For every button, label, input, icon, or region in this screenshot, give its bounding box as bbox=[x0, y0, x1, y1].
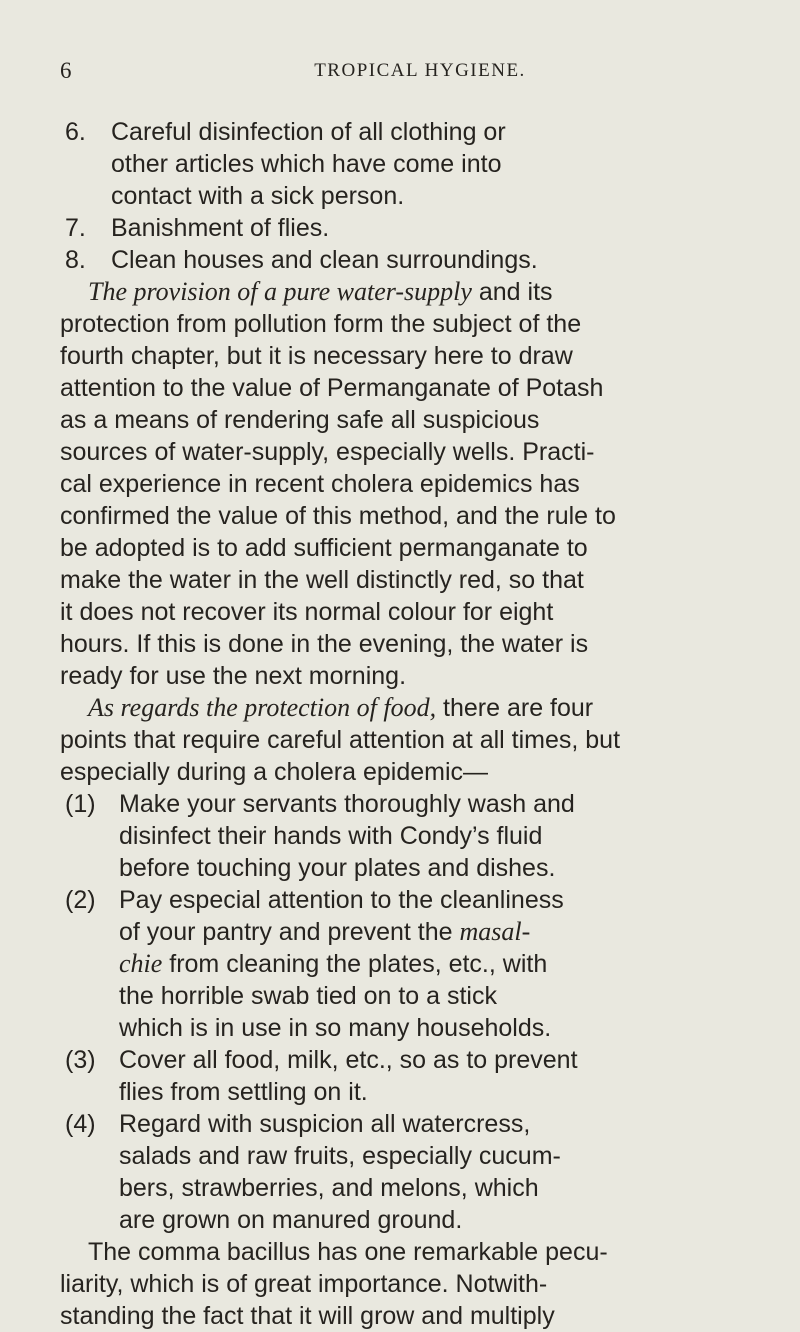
paragraph-comma-bacillus: The comma bacillus has one remarkable pecu- liarity, which is of great importance. Notwith- standing the fact that it will grow and multiply bbox=[60, 1238, 608, 1330]
list-item: (2) Pay especial attention to the cleanliness of your pantry and prevent the masal- chie from cleaning the plates, etc., with the horrible swab tied on to a stick which is in use in so many households. bbox=[65, 886, 564, 1042]
list-item: (3) Cover all food, milk, etc., so as to prevent flies from settling on it. bbox=[65, 1046, 578, 1106]
list-item: (1) Make your servants thoroughly wash and disinfect their hands with Condy’s fluid before touching your plates and dishes. bbox=[65, 790, 575, 882]
list-item: (4) Regard with suspicion all watercress, salads and raw fruits, especially cucum- bers, strawberries, and melons, which are grown on manured ground. bbox=[65, 1110, 561, 1234]
page-header bbox=[60, 58, 780, 88]
list-item: 8. Clean houses and clean surroundings. bbox=[65, 246, 538, 274]
body-text bbox=[60, 116, 772, 1332]
paragraph-water-supply: The provision of a pure water-supply and its protection from pollution form the subject of the fourth chapter, but it is necessary here to draw attention to the value of Permanganate of Potash as a means of rendering safe all suspicious sources of water-supply, especially wells. Practi- cal experience in recent cholera epidemics has confirmed the value of this method, and the rule to be adopted is to add sufficient permanganate to make the water in the well distinctly red, so that it does not recover its normal colour for eight hours. If this is done in the evening, the water is ready for use the next morning. bbox=[60, 277, 616, 690]
list-item: 7. Banishment of flies. bbox=[65, 214, 330, 242]
page-number: 6 bbox=[60, 58, 72, 83]
list-item: 6. Careful disinfection of all clothing or other articles which have come into contact with a sick person. bbox=[65, 118, 506, 210]
paragraph-food-protection: As regards the protection of food, there are four points that require careful attention at all times, but especially during a cholera epidemic— bbox=[60, 693, 621, 786]
running-title: TROPICAL HYGIENE. bbox=[314, 60, 526, 81]
